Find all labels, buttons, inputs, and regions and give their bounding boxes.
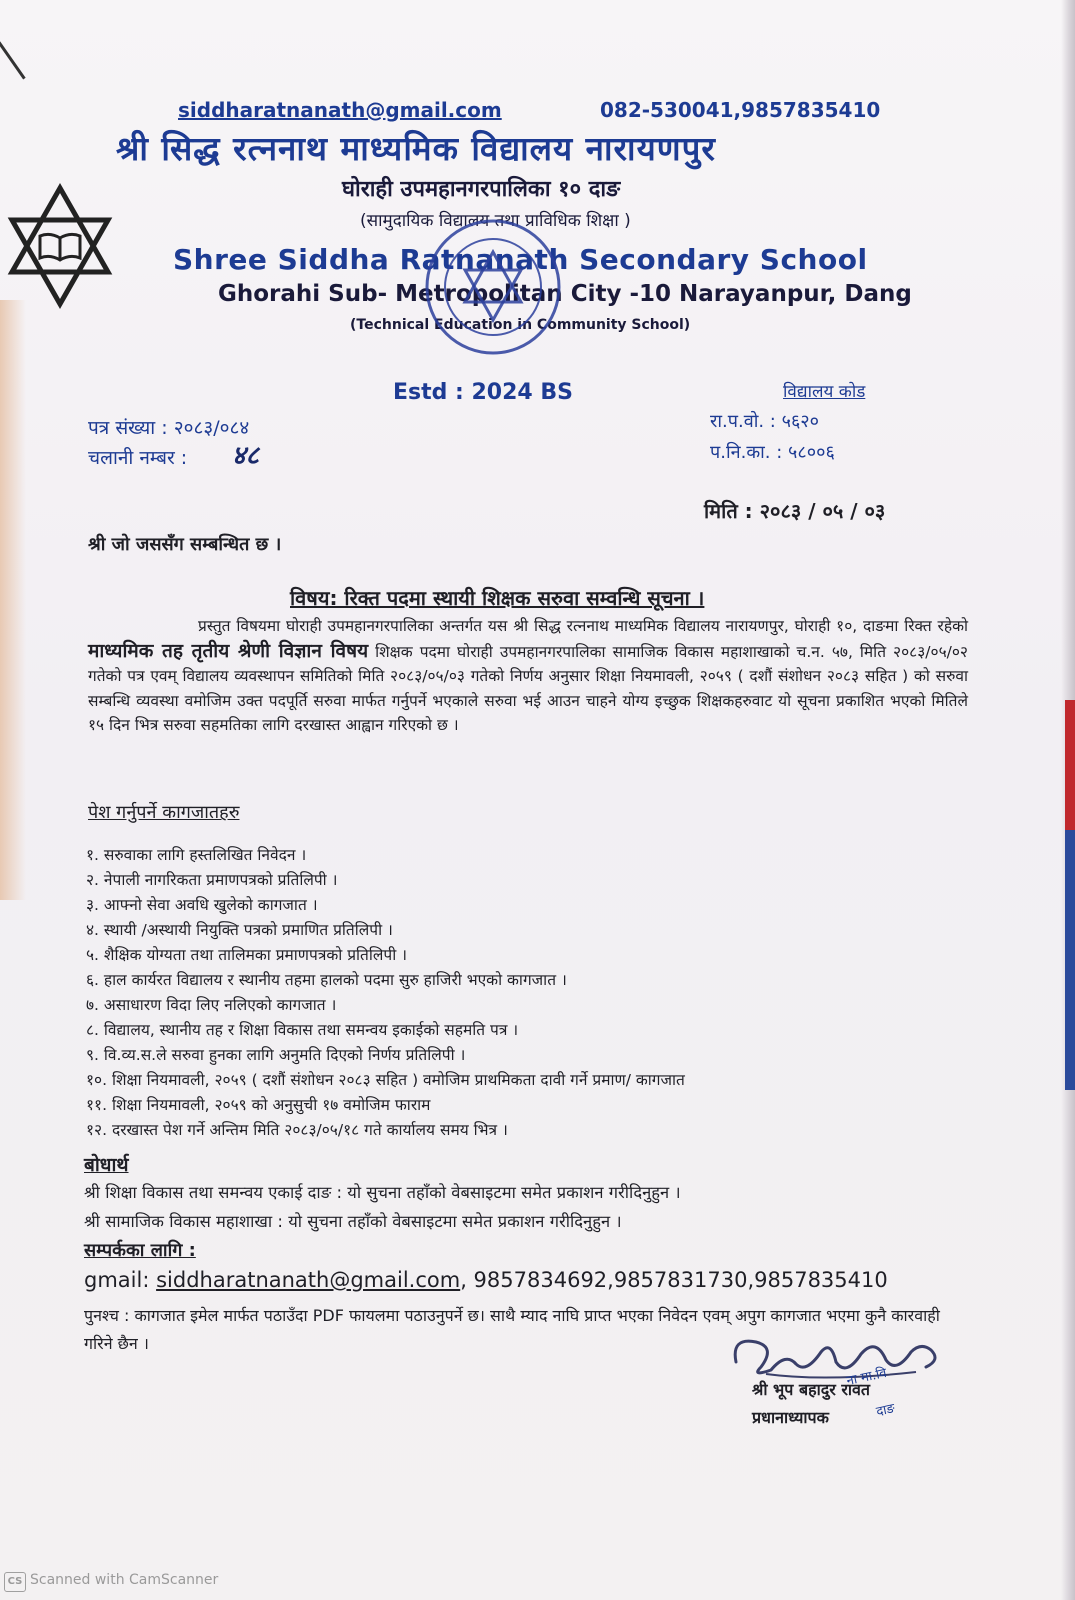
signatory-title: प्रधानाध्यापक (752, 1408, 829, 1427)
background-blue-strip (1065, 830, 1075, 1090)
signatory-name: श्री भूप बहादुर रावत (752, 1380, 871, 1399)
documents-heading: पेश गर्नुपर्ने कागजातहरु (88, 802, 240, 823)
scanner-footer (4, 1572, 218, 1592)
city-nepali: घोराही उपमहानगरपालिका १० दाङ (342, 177, 621, 202)
list-item: १२. दरखास्त पेश गर्ने अन्तिम मिति २०८३/०५/१८ गते कार्यालय समय भित्र । (86, 1121, 508, 1139)
school-code-label: विद्यालय कोड (783, 382, 866, 402)
school-type-nepali: (सामुदायिक विद्यालय तथा प्राविधिक शिक्षा ) (360, 211, 631, 231)
body-part-1: प्रस्तुत विषयमा घोराही उपमहानगरपालिका अन्तर्गत यस श्री सिद्ध रत्ननाथ माध्यमिक विद्यालय नारायणपुर, घोराही १०, दाङमा रिक्त रहेको (198, 617, 968, 635)
letter-number: पत्र संख्या : २०८३/०८४ (88, 417, 250, 439)
list-item: ४. स्थायी /अस्थायी नियुक्ति पत्रको प्रमाणित प्रतिलिपी । (86, 921, 393, 939)
list-item: ३. आफ्नो सेवा अवधि खुलेको कागजात । (86, 896, 318, 914)
list-item: ८. विद्यालय, स्थानीय तह र शिक्षा विकास तथा समन्वय इकाईको सहमति पत्र । (86, 1021, 519, 1039)
scanner-text: Scanned with CamScanner (30, 1572, 219, 1588)
camscanner-logo-icon: CS (4, 1572, 26, 1592)
list-item: ६. हाल कार्यरत विद्यालय र स्थानीय तहमा हालको पदमा सुरु हाजिरी भएको कागजात । (86, 971, 567, 989)
documents-list (86, 843, 685, 1143)
dispatch-number-label: चलानी नम्बर : (88, 447, 188, 469)
school-code-rapabo: रा.प.वो. : ५६२० (710, 411, 820, 432)
body-paragraph (88, 614, 968, 738)
school-name-english: Shree Siddha Ratnanath Secondary School (173, 243, 868, 276)
round-school-seal-icon (418, 212, 568, 362)
page-edge-left (0, 300, 26, 900)
addressee: श्री जो जससँग सम्बन्धित छ । (88, 534, 282, 555)
letter-date: मिति : २०८३ / ०५ / ०३ (704, 499, 886, 523)
list-item: २. नेपाली नागरिकता प्रमाणपत्रको प्रतिलिपी । (86, 871, 338, 889)
subject-line: विषय: रिक्त पदमा स्थायी शिक्षक सरुवा सम्वन्धि सूचना । (290, 586, 705, 610)
contact-heading: सम्पर्कका लागि : (84, 1240, 196, 1261)
contact-phones: , 9857834692,9857831730,9857835410 (460, 1268, 888, 1292)
list-item: ९. वि.व्य.स.ले सरुवा हुनका लागि अनुमति दिएको निर्णय प्रतिलिपी । (86, 1046, 466, 1064)
header-phone: 082-530041,9857835410 (600, 98, 881, 122)
contact-gmail-label: gmail: (84, 1268, 150, 1292)
background-red-strip (1065, 700, 1075, 830)
list-item: १०. शिक्षा नियमावली, २०५९ ( दशौं संशोधन २०८३ सहित ) वमोजिम प्राथमिकता दावी गर्ने प्रमाण/ कागजात (86, 1071, 685, 1089)
list-item: ११. शिक्षा नियमावली, २०५९ को अनुसुची १७ वमोजिम फाराम (86, 1096, 431, 1114)
school-code-panika: प.नि.का. : ५८००६ (710, 442, 835, 463)
list-item: ५. शैक्षिक योग्यता तथा तालिमका प्रमाणपत्रको प्रतिलिपी । (86, 946, 408, 964)
established-year: Estd : 2024 BS (393, 380, 574, 405)
school-type-english: (Technical Education in Community School) (350, 317, 691, 333)
star-book-logo-icon (0, 180, 120, 320)
postscript: पुनश्च : कागजात इमेल मार्फत पठाउँदा PDF फायलमा पठाउनुपर्ने छ। साथै म्याद नाघि प्राप्त भएका निवेदन एवम् अपुग कागजात भएमा कुनै कारवाही गरिने छैन । (84, 1306, 940, 1353)
cc-item: श्री सामाजिक विकास महाशाखा : यो सुचना तहाँको वेबसाइटमा समेत प्रकाशन गरीदिनुहुन । (84, 1212, 622, 1231)
header-email[interactable]: siddharatnanath@gmail.com (178, 98, 502, 122)
school-name-nepali: श्री सिद्ध रत्ननाथ माध्यमिक विद्यालय नारायणपुर (116, 129, 716, 168)
cc-heading: बोधार्थ (84, 1154, 129, 1176)
dispatch-number-value: ४८ (232, 441, 260, 471)
stamp-school-text: ना मा.वि (845, 1365, 889, 1390)
body-highlight: माध्यमिक तह तृतीय श्रेणी विज्ञान विषय (88, 639, 369, 662)
contact-line (84, 1268, 888, 1292)
contact-email-link[interactable]: siddharatnanath@gmail.com (156, 1268, 461, 1292)
stamp-place-text: दाङ (874, 1401, 897, 1420)
body-part-2: शिक्षक पदमा घोराही उपमहानगरपालिका सामाजिक विकास महाशाखाको च.न. ५७, मिति २०८३/०५/०२ गतेको पत्र एवम् विद्यालय व्यवस्थापन समितिको मिति २०८३/०५/०३ गतेको निर्णय अनुसार शिक्षा नियमावली, २०५९ ( दशौं संशोधन २०८३ सहित ) को सरुवा सम्बन्धि व्यवस्था वमोजिम उक्त पदपूर्ति सरुवा मार्फत गर्नुपर्ने भएकाले सरुवा भई आउन चाहने योग्य इच्छुक शिक्षकहरुवाट यो सूचना प्रकाशित भएको मितिले १५ दिन भित्र सरुवा सहमतिका लागि दरखास्त आह्वान गरिएको छ । (88, 642, 968, 734)
cc-item: श्री शिक्षा विकास तथा समन्वय एकाई दाङ : यो सुचना तहाँको वेबसाइटमा समेत प्रकाशन गरीदिनुहुन । (84, 1183, 681, 1202)
list-item: १. सरुवाका लागि हस्तलिखित निवेदन । (86, 846, 307, 864)
city-english: Ghorahi Sub- Metropolitan City -10 Narayanpur, Dang (218, 281, 912, 307)
list-item: ७. असाधारण विदा लिए नलिएको कागजात । (86, 996, 337, 1014)
